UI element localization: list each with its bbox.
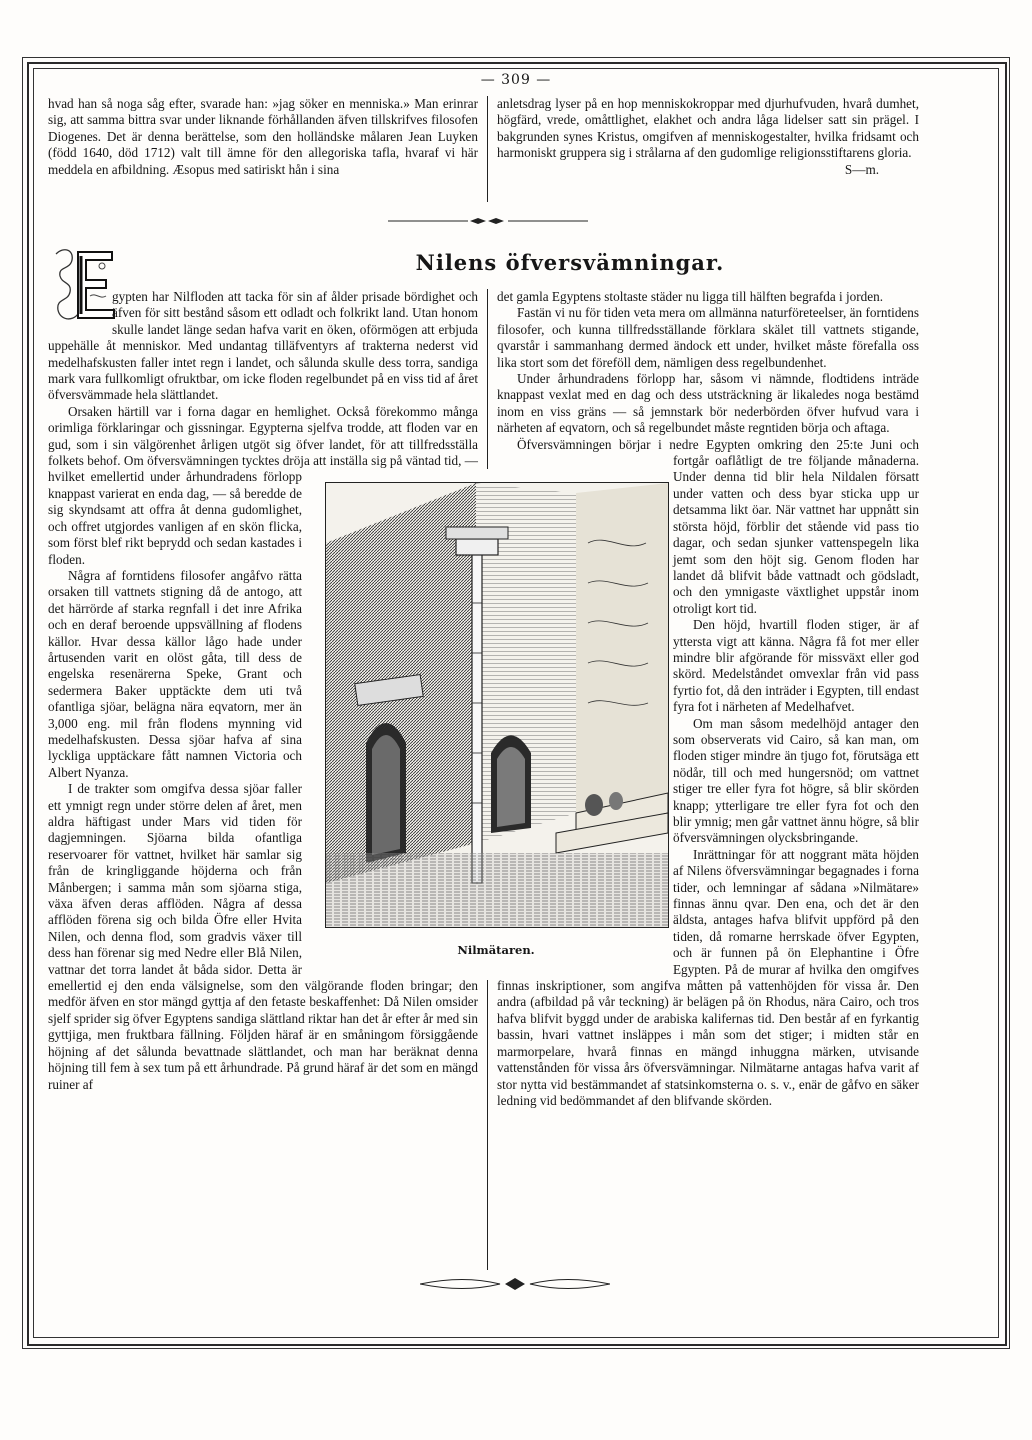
left-paragraph-4: I de trakter som omgifva dessa sjöar faller ett ymnigt regn under större delen af året, men aldra häftigast under Mars vid tiden för dagjemningen. Sjöarna bilda ofantliga reservoarer för vattnet, hvilket här samlar sig från de kringliggande höjderna och från Månbergen; i samma mån som sjöarna stiga, växa äfven deras afflöden. Några af dessa afflöden förena sig och bilda Öfre eller Hvita Nilen, och denna flod, som gradvis växer till dess han förenar sig med Nedre eller Blå Nilen, vattnar det torra landet åt båda sidor. Detta är emellertid ej den enda välsignelse, som den välgörande floden bringar; den medför äfven en stor mängd gyttja af den fetaste beskaffenhet: Då Nilen omsider sjelf sprider sig öfver Egyptens sandiga slättland riktar han det år efter år med sin gyttjiga, men fruktbara fällning. Följden häraf är en småningom försiggående höjning af det sålunda bevattnade slättlandet, och man har beräknat denna höjning till fem à sex tum på ett århundrade. På grund häraf är det som en mängd ruiner af xyxy=(48,781,478,1092)
end-ornament xyxy=(420,1277,610,1291)
right-paragraph-3: Under århundradens förlopp har, såsom vi nämnde, flodtidens inträde knappast vexlat med en dag och dess utsträckning är likaledes noga bestämd inom en viss gräns — så jemnstark bör nederbörden öfver hufvud vara i närheten af eqvatorn, och så regelbundet måste regntiden börja och aftaga. xyxy=(497,371,919,436)
article-column-rule xyxy=(487,289,488,469)
signature: S—m. xyxy=(844,161,879,177)
left-paragraph-2: Orsaken härtill var i forna dagar en hemlighet. Också förekommo många orimliga förklaringar och gissningar. Egypterna sjelfva trodde, att floden var en gud, som i sin välgörenhet årligen utgöt sig öfver landet, för att tillfredsställa folkets behof. Om öfversvämningen tycktes dröja att inställa sig på väntad tid, — hvilket emellertid under århundradens förlopp knappast varierat en enda dag, — så beredde de sig skyndsamt att offra åt denna gudomlighet, och offret utgjordes vanligen af en skön flicka, som först blef rikt beprydd och sedan kastades i floden. xyxy=(48,403,478,567)
section-divider xyxy=(388,216,588,226)
right-paragraph-2: Fastän vi nu för tiden veta mera om allmänna naturföreteelser, än forntidens filosofer, och kunna tillfredsställande förklara skälet till vattnets stigande, qvarstår i sammanhang dermed ändock ett under, hvilket måste förefalla oss lika stort som det föreföll dem, nämligen dess regelbundenhet. xyxy=(497,305,919,370)
right-paragraph-1: det gamla Egyptens stoltaste städer nu ligga till hälften begrafda i jorden. xyxy=(497,289,883,304)
right-paragraph-4: Öfversvämningen börjar i nedre Egypten omkring den 25:te Juni och fortgår oaflåtligt de tre följande månaderna. Under denna tid blir hela Nildalen försatt under vatten och dess byar sticka upp ur detsamma likt öar. När vattnet har uppnått sin största höjd, förblir det stående vid pass tio dagar, och sedan sjunker vattenspegeln lika jemt som den höjt sig. Genom floden har landet då blifvit både vattnadt och gödsladt, och den ymnigaste växtlighet uppstår inom otroligt kort tid. xyxy=(517,436,919,616)
article-title: Nilens öfversvämningar. xyxy=(415,250,725,275)
right-paragraph-5: Den höjd, hvartill floden stiger, är af yttersta vigt att känna. Några få fot mer eller mindre blir afgörande för missväxt eller god skörd. Medelståndet omvexlar från vid pass fyrtio fot, då den inträder i Egypten, till endast fyra fot i närheten af Medelhafvet. xyxy=(673,617,919,715)
top-left-text: hvad han så noga såg efter, svarade han: »jag söker en menniska.» Man erinrar sig, att samma bittra svar under liknande förhållanden äfven tillskrifves filosofen Diogenes. Det är denna berättelse, som den holländske målaren Jean Luyken (född 1640, död 1712) valt till ämne för den allegoriska tafla, hvaraf vi här meddela en afbildning. Æsopus med satiriskt hån i sina xyxy=(48,96,478,177)
nilometer-illustration xyxy=(325,482,669,928)
left-paragraph-1: gypten har Nilfloden att tacka för sin af ålder prisade bördighet och äfven för sitt bestånd såsom ett odladt och folkrikt land. Utan honom skulle landet länge sedan hafva varit en öken, oförmögen att erbjuda uppehälle åt menniskor. Med undantag tilläfventyrs af trakterna nederst vid medelhafskusten faller intet regn i landet, och sålunda skulle dess torra, sandiga mark vara fullkomligt ofruktbar, om icke floden regelbundet på en viss tid af året öfversvämmade hela slättlandet. xyxy=(48,289,478,403)
top-right-column xyxy=(497,96,919,178)
nilometer-engraving xyxy=(326,483,668,927)
right-paragraph-6: Om man såsom medelhöjd antager den som observerats vid Cairo, så kan man, om floden stiger mindre än tjugo fot, förutsäga ett nödår, till och med hungersnöd; om vattnet stiger tre eller fyra fot högre, så blir skörden knapp; ytterligare tre eller fyra fot och den blir ymnig; men går vattnet ännu högre, så blir öfversvämningen olycksbringande. xyxy=(673,715,919,846)
illustration-caption: Nilmätaren. xyxy=(457,943,535,957)
top-left-column xyxy=(48,96,478,178)
right-paragraph-7: Inrättningar för att noggrant mäta höjden af Nilens öfversvämningar begagnades i forna tider, och lemningar af sådana »Nilmätare» finnas ännu qvar. Den ena, och det är den äldsta, antages hafva blifvit uppförd på den tiden, då romarne herrskade öfver Egypten, och är funnen på ön Elephantine i Öfre Egypten. På de murar af hvilka den omgifves finnas inskriptioner, som angifva måtten på vattenhöjden för vissa år. Den andra (afbildad på vår teckning) är belägen på ön Rhodus, nära Cairo, och tros hafva blifvit byggd under de arabiska kalifernas tid. Den består af en fyrkantig bassin, hvari vattnet insläppes i mån som det stiger; i midten står en marmorpelare, hvarå finnas en mängd inhuggna märken, utvisande vattenstånden för vissa års öfversvämningar. Nilmätarne antagas hafva varit af stor nytta vid bestämmandet af statsinkomsterna o. s. v., enär de gåfvo en säker ledning vid bedömmandet af den blifvande skörden. xyxy=(497,846,919,1108)
top-column-rule xyxy=(487,96,488,202)
left-paragraph-3: Några af forntidens filosofer angåfvo rätta orsaken till vattnets stigning då de antogo, att det härrörde af starka regnfall i det inre Afrika och en deraf beroende uppsvällning af flodens källor. Hvar dessa källor lågo hade under årtusenden varit en olöst gåta, till dess de engelska resenärerna Speke, Grant och sedermera Baker upptäckte dem uti två ofantliga sjöar, belägna nära eqvatorn, mer än 3,000 eng. mil från flodens mynning vid medelhafskusten. Dessa sjöar hafva af sina lyckliga upptäckare fått namnen Victoria och Albert Nyanza. xyxy=(48,567,302,780)
article-column-rule-lower xyxy=(487,980,488,1270)
page-number: — 309 — xyxy=(480,72,552,88)
top-right-text: anletsdrag lyser på en hop menniskokroppar med djurhufvuden, hvarå dumhet, högfärd, vrede, omåttlighet, elakhet och andra låga lidelser satt sin prägel. I bakgrunden synes Kristus, omgifven af menniskogestalter, hvilka fridsamt och harmoniskt gruppera sig i strålarna af den gudomlige religionsstiftarens gloria. xyxy=(497,96,919,161)
